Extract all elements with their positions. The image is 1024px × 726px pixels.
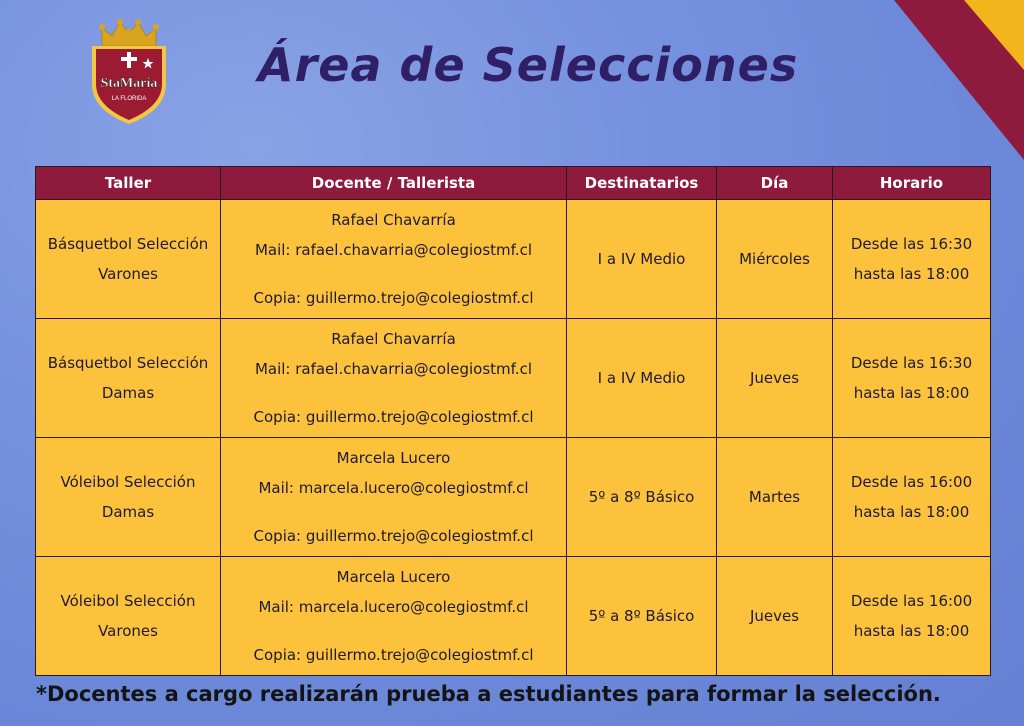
table-row: [36, 438, 991, 557]
header-taller: Taller: [36, 167, 221, 200]
cell-horario: [833, 319, 991, 438]
cell-docente: [221, 557, 567, 676]
docente-copy: Copia: guillermo.trejo@colegiostmf.cl: [253, 646, 534, 664]
cell-horario: [833, 557, 991, 676]
cell-dia: Jueves: [717, 319, 833, 438]
horario-line: hasta las 18:00: [853, 622, 970, 640]
crest-sub-text: LA FLORIDA: [111, 96, 147, 102]
taller-line: Damas: [101, 384, 155, 402]
taller-line: Vóleibol Selección: [60, 592, 196, 610]
table-row: [36, 319, 991, 438]
cell-docente: [221, 438, 567, 557]
docente-name: Rafael Chavarría: [331, 330, 456, 348]
table-row: [36, 200, 991, 319]
cell-docente: [221, 319, 567, 438]
docente-mail: Mail: rafael.chavarria@colegiostmf.cl: [254, 360, 533, 378]
cell-taller: [36, 319, 221, 438]
taller-line: Varones: [98, 622, 158, 640]
cell-taller: [36, 557, 221, 676]
docente-copy: Copia: guillermo.trejo@colegiostmf.cl: [253, 527, 534, 545]
docente-name: Rafael Chavarría: [331, 211, 456, 229]
header-horario: Horario: [833, 167, 991, 200]
cell-docente: [221, 200, 567, 319]
docente-copy: Copia: guillermo.trejo@colegiostmf.cl: [253, 289, 534, 307]
horario-line: Desde las 16:30: [850, 354, 973, 372]
cell-taller: [36, 438, 221, 557]
corner-stripe-decoration: [894, 0, 1024, 160]
docente-mail: Mail: marcela.lucero@colegiostmf.cl: [258, 598, 529, 616]
cell-destinatarios: I a IV Medio: [567, 200, 717, 319]
schedule-table: [35, 166, 991, 676]
docente-name: Marcela Lucero: [336, 449, 451, 467]
footnote: *Docentes a cargo realizarán prueba a estudiantes para formar la selección.: [36, 682, 941, 706]
cell-dia: Miércoles: [717, 200, 833, 319]
docente-mail: Mail: marcela.lucero@colegiostmf.cl: [258, 479, 529, 497]
taller-line: Vóleibol Selección: [60, 473, 196, 491]
table-row: [36, 557, 991, 676]
taller-line: Básquetbol Selección: [47, 354, 209, 372]
header-docente: Docente / Tallerista: [221, 167, 567, 200]
header-dia: Día: [717, 167, 833, 200]
taller-line: Básquetbol Selección: [47, 235, 209, 253]
table-header-row: [36, 167, 991, 200]
horario-line: hasta las 18:00: [853, 265, 970, 283]
cell-horario: [833, 200, 991, 319]
horario-line: Desde las 16:00: [850, 473, 973, 491]
cell-dia: Jueves: [717, 557, 833, 676]
horario-line: hasta las 18:00: [853, 384, 970, 402]
page-title: Área de Selecciones: [258, 38, 799, 92]
school-crest-logo: [88, 18, 170, 128]
cell-horario: [833, 438, 991, 557]
taller-line: Damas: [101, 503, 155, 521]
horario-line: Desde las 16:00: [850, 592, 973, 610]
horario-line: hasta las 18:00: [853, 503, 970, 521]
cell-destinatarios: 5º a 8º Básico: [567, 438, 717, 557]
horario-line: Desde las 16:30: [850, 235, 973, 253]
cell-taller: [36, 200, 221, 319]
docente-name: Marcela Lucero: [336, 568, 451, 586]
cell-destinatarios: 5º a 8º Básico: [567, 557, 717, 676]
crest-brand-text: StaMaría: [100, 76, 158, 91]
docente-mail: Mail: rafael.chavarria@colegiostmf.cl: [254, 241, 533, 259]
cell-dia: Martes: [717, 438, 833, 557]
docente-copy: Copia: guillermo.trejo@colegiostmf.cl: [253, 408, 534, 426]
taller-line: Varones: [98, 265, 158, 283]
header-destinatarios: Destinatarios: [567, 167, 717, 200]
cell-destinatarios: I a IV Medio: [567, 319, 717, 438]
